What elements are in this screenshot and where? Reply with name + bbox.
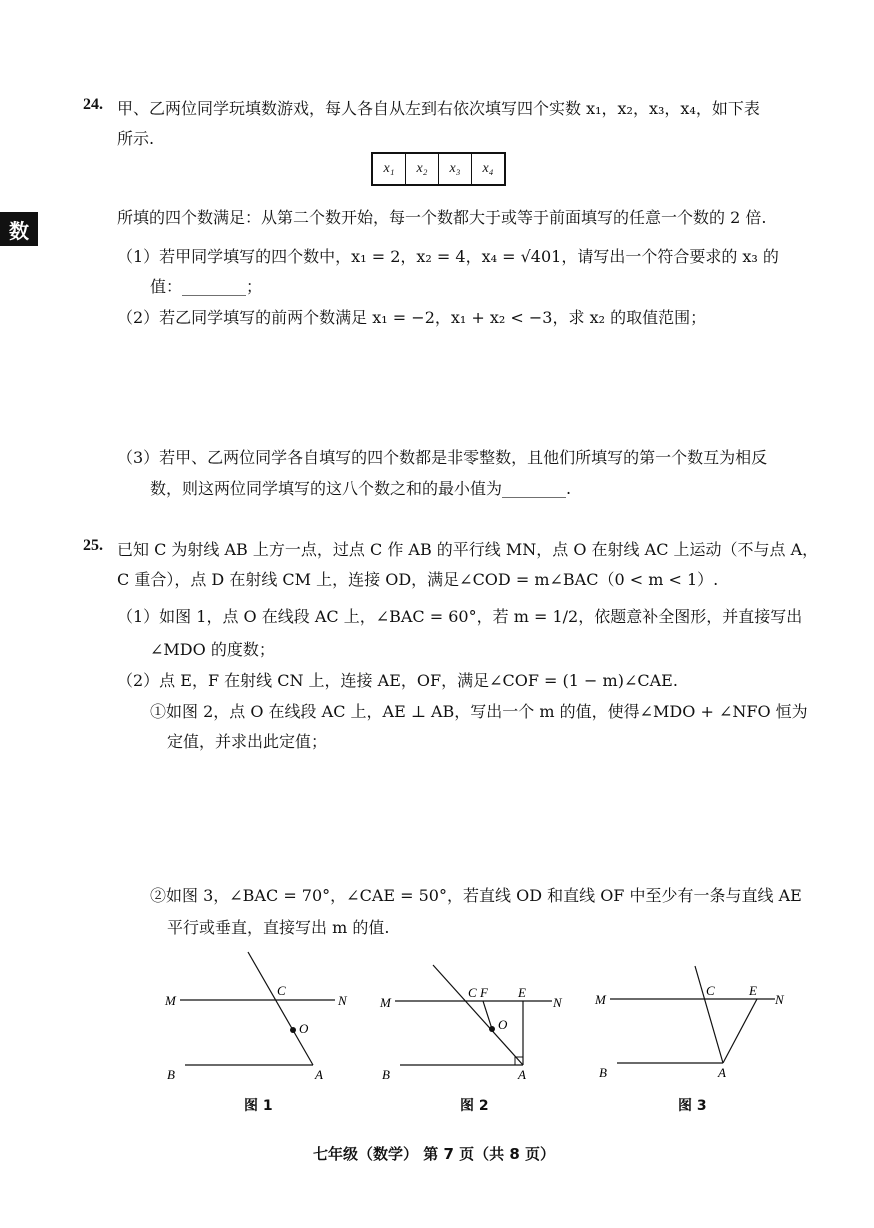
fig3-label-m: M [595,992,606,1007]
fig2-label-a: A [518,1067,526,1082]
figure-1-caption: 图 1 [244,1098,273,1114]
fig2-label-b: B [382,1067,390,1082]
fig1-label-a: A [315,1067,323,1082]
q24-part3-line1: （3）若甲、乙两位同学各自填写的四个数都是非零整数，且他们所填写的第一个数互为相反 [117,448,768,467]
q25-part1-line1: （1）如图 1，点 O 在线段 AC 上，∠BAC = 60°，若 m = 1/2，依题意补全图形，并直接写出 [117,607,803,626]
q24-part1-line1: （1）若甲同学填写的四个数中，x₁ = 2，x₂ = 4，x₄ = √401，请写出一个符合要求的 x₃ 的 [117,247,779,266]
table-cell-x2: x₂ [406,153,439,185]
q25-part2: （2）点 E，F 在射线 CN 上，连接 AE，OF，满足∠COF = (1 − m)∠CAE. [117,671,678,690]
fig1-label-c: C [277,983,286,998]
fig3-label-e: E [749,983,757,998]
fig3-label-a: A [718,1065,726,1080]
fig3-label-b: B [599,1065,607,1080]
q25-intro-line1: 已知 C 为射线 AB 上方一点，过点 C 作 AB 的平行线 MN，点 O 在射线 AC 上运动（不与点 A， [117,540,819,559]
table-cell-x1: x₁ [372,153,406,185]
q25-part1-line2: ∠MDO 的度数； [150,640,275,659]
subject-tab: 数 [0,212,38,246]
fig3-label-c: C [706,983,715,998]
fig2-label-f: F [480,985,488,1000]
q24-intro-line1: 甲、乙两位同学玩填数游戏，每人各自从左到右依次填写四个实数 x₁，x₂，x₃，x₄，如下表 [117,99,760,118]
fig2-label-e: E [518,985,526,1000]
q25-part2-i-line2: 定值，并求出此定值； [167,732,328,751]
table-cell-x4: x₄ [472,153,506,185]
fig1-label-m: M [165,993,176,1008]
q25-part2-ii-line2: 平行或垂直，直接写出 m 的值. [167,918,390,937]
fig1-label-n: N [338,993,347,1008]
q24-number: 24. [83,96,103,113]
q24-part3-line2: 数，则这两位同学填写的这八个数之和的最小值为________. [150,479,572,498]
page-footer: 七年级（数学） 第 7 页（共 8 页） [313,1145,555,1163]
fig2-label-o: O [498,1017,508,1032]
q24-condition: 所填的四个数满足：从第二个数开始，每一个数都大于或等于前面填写的任意一个数的 2 倍. [117,208,767,227]
fig2-label-m: M [380,995,391,1010]
q25-intro-line2: C 重合），点 D 在射线 CM 上，连接 OD，满足∠COD = m∠BAC（0 < m < 1）. [117,570,719,589]
figure-3 [585,960,790,1085]
q24-part2: （2）若乙同学填写的前两个数满足 x₁ = −2，x₁ + x₂ < −3，求 x₂ 的取值范围； [117,308,707,327]
q24-intro-line2: 所示. [117,129,155,148]
fig1-label-o: O [299,1021,309,1036]
fig2-label-c: C [468,985,477,1000]
figure-1 [155,948,360,1083]
q25-part2-i-line1: ①如图 2，点 O 在线段 AC 上，AE ⊥ AB，写出一个 m 的值，使得∠MDO + ∠NFO 恒为 [150,702,808,721]
q25-number: 25. [83,537,103,554]
figure-2-caption: 图 2 [460,1098,489,1114]
table-cell-x3: x₃ [439,153,472,185]
q25-part2-ii-line1: ②如图 3，∠BAC = 70°，∠CAE = 50°，若直线 OD 和直线 OF 中至少有一条与直线 AE [150,886,802,905]
fig1-label-b: B [167,1067,175,1082]
figure-2 [370,955,575,1085]
q24-part1-line2: 值：________； [150,277,263,296]
figure-3-caption: 图 3 [678,1098,707,1114]
q24-variable-table [371,152,506,186]
fig3-label-n: N [775,992,784,1007]
fig2-label-n: N [553,995,562,1010]
